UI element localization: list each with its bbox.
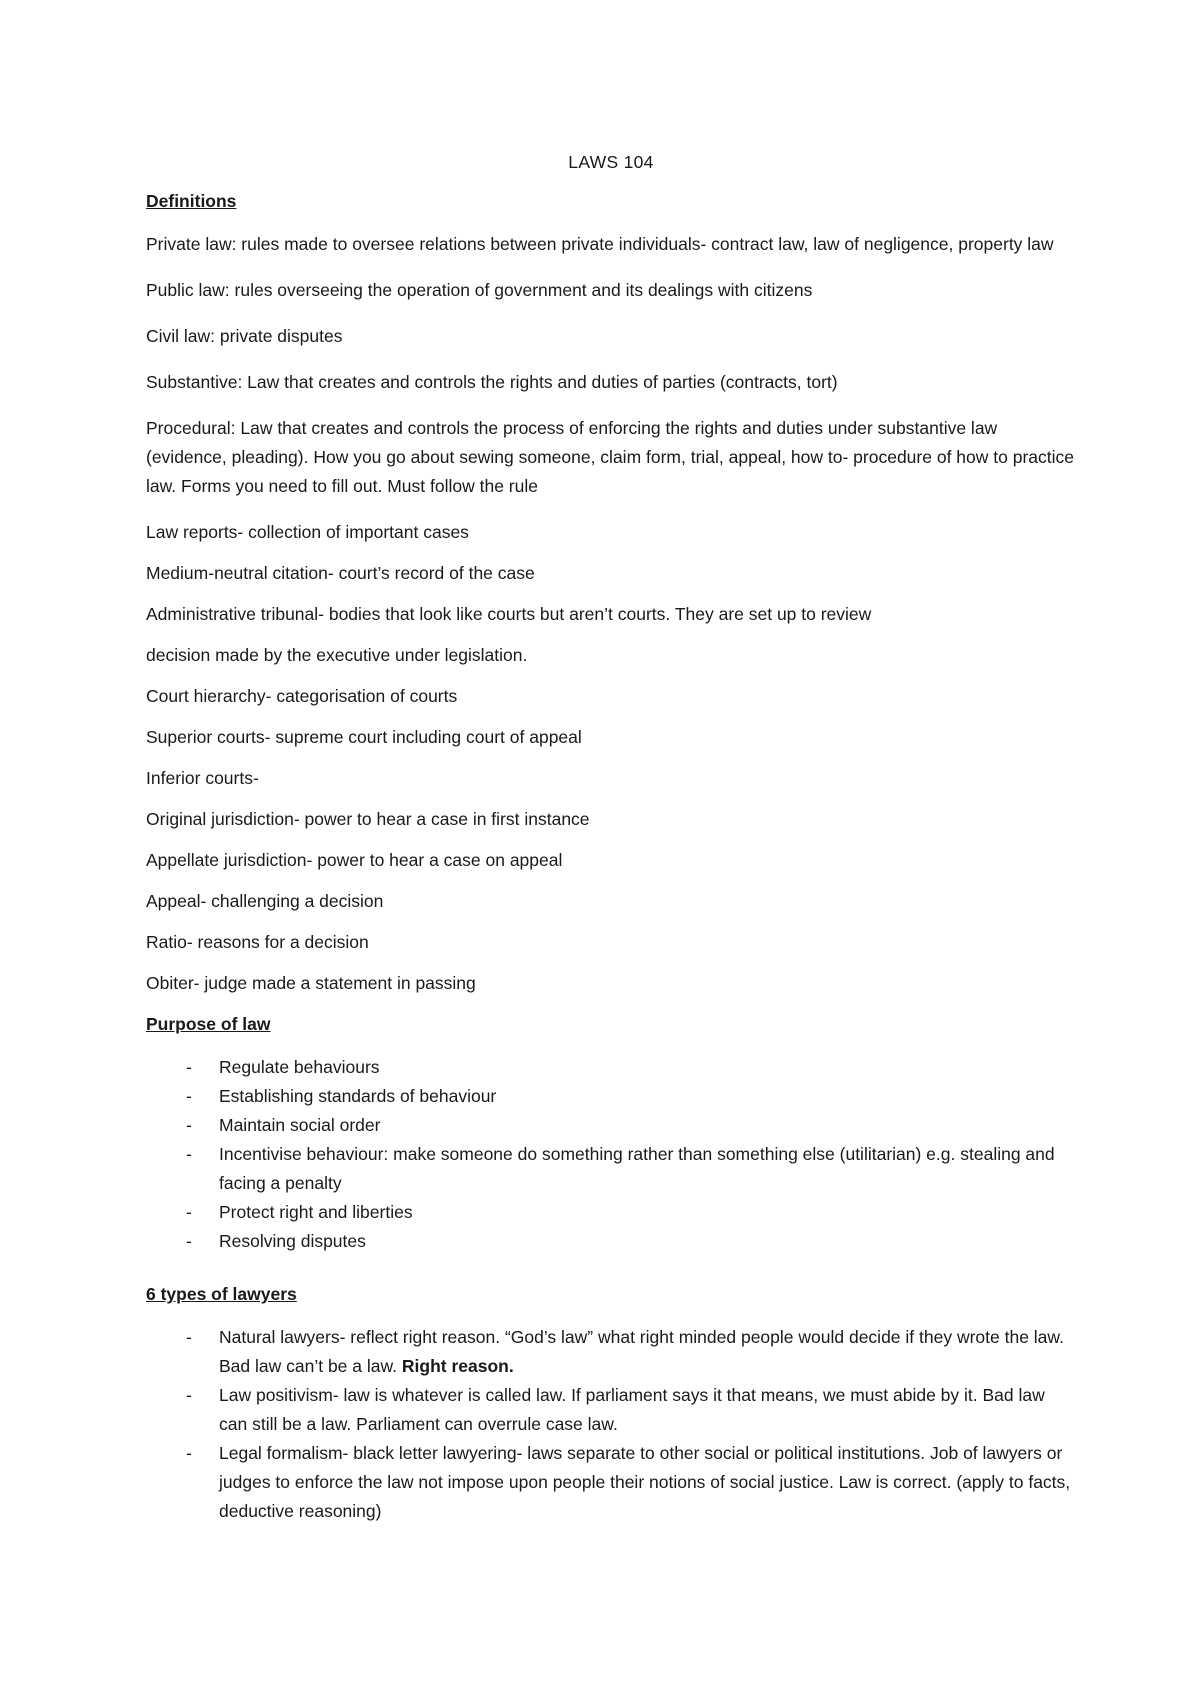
list-item-text: Law positivism- law is whatever is called law. If parliament says it that means, we must abide by it. Bad law can still be a law. Parliament can overrule case law. <box>219 1385 1045 1434</box>
term-appellate-jurisdiction: Appellate jurisdiction- power to hear a case on appeal <box>146 850 563 870</box>
list-item-text: Protect right and liberties <box>219 1202 413 1222</box>
term-obiter: Obiter- judge made a statement in passing <box>146 973 476 993</box>
list-item-text: Regulate behaviours <box>219 1057 380 1077</box>
list-item <box>146 1140 1076 1198</box>
term-original-jurisdiction: Original jurisdiction- power to hear a case in first instance <box>146 809 590 829</box>
dash-marker: - <box>186 1057 192 1077</box>
list-item-bold-text: Right reason. <box>401 1356 514 1376</box>
lawyers-list <box>146 1323 1076 1526</box>
definition-private-law: Private law: rules made to oversee relations between private individuals- contract law, law of negligence, property law <box>146 234 1054 254</box>
definition-substantive: Substantive: Law that creates and controls the rights and duties of parties (contracts, tort) <box>146 372 838 392</box>
list-item <box>146 1198 1076 1227</box>
terms-list <box>146 518 1076 998</box>
list-item <box>146 1111 1076 1140</box>
list-item <box>146 1439 1076 1526</box>
term-administrative-tribunal: Administrative tribunal- bodies that look like courts but aren’t courts. They are set up to review <box>146 604 872 624</box>
list-item <box>146 1053 1076 1082</box>
lawyers-heading: 6 types of lawyers <box>146 1284 297 1304</box>
dash-marker: - <box>186 1144 192 1164</box>
term-ratio: Ratio- reasons for a decision <box>146 932 369 952</box>
page-title: LAWS 104 <box>568 152 654 172</box>
dash-marker: - <box>186 1086 192 1106</box>
list-item <box>146 1381 1076 1439</box>
document-body <box>146 148 1076 1542</box>
list-item-text: Legal formalism- black letter lawyering- laws separate to other social or political institutions. Job of lawyers or judges to enforce the law not impose upon people their notions of social justice. Law is correct. (apply to facts, deductive reasoning) <box>219 1443 1071 1521</box>
list-item-text: Resolving disputes <box>219 1231 366 1251</box>
list-item <box>146 1082 1076 1111</box>
list-item-text: Natural lawyers- reflect right reason. “God’s law” what right minded people would decide if they wrote the law. Bad law can’t be a law. <box>219 1327 1064 1376</box>
definitions-heading: Definitions <box>146 191 237 211</box>
dash-marker: - <box>186 1327 192 1347</box>
purpose-list <box>146 1053 1076 1256</box>
term-court-hierarchy: Court hierarchy- categorisation of courts <box>146 686 458 706</box>
list-item-text: Incentivise behaviour: make someone do something rather than something else (utilitarian) e.g. stealing and facing a penalty <box>219 1144 1055 1193</box>
dash-marker: - <box>186 1385 192 1405</box>
term-appeal: Appeal- challenging a decision <box>146 891 384 911</box>
definition-procedural: Procedural: Law that creates and controls the process of enforcing the rights and duties under substantive law (evidence, pleading). How you go about sewing someone, claim form, trial, appeal, how to- procedure of how to practice law. Forms you need to fill out. Must follow the rule <box>146 418 1074 496</box>
dash-marker: - <box>186 1202 192 1222</box>
dash-marker: - <box>186 1231 192 1251</box>
dash-marker: - <box>186 1115 192 1135</box>
list-item-text: Establishing standards of behaviour <box>219 1086 497 1106</box>
list-item <box>146 1227 1076 1256</box>
term-administrative-tribunal-cont: decision made by the executive under legislation. <box>146 645 528 665</box>
definition-civil-law: Civil law: private disputes <box>146 326 343 346</box>
term-law-reports: Law reports- collection of important cases <box>146 522 469 542</box>
dash-marker: - <box>186 1443 192 1463</box>
term-superior-courts: Superior courts- supreme court including court of appeal <box>146 727 582 747</box>
purpose-heading: Purpose of law <box>146 1014 271 1034</box>
term-inferior-courts: Inferior courts- <box>146 768 259 788</box>
term-medium-neutral-citation: Medium-neutral citation- court’s record of the case <box>146 563 535 583</box>
list-item-text: Maintain social order <box>219 1115 381 1135</box>
definition-public-law: Public law: rules overseeing the operation of government and its dealings with citizens <box>146 280 813 300</box>
list-item <box>146 1323 1076 1381</box>
